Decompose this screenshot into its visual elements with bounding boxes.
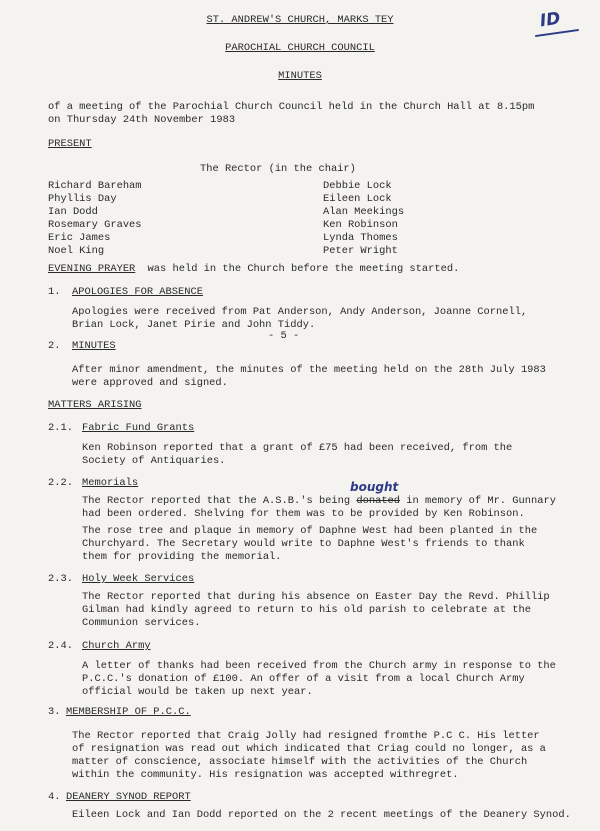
attendee: Phyllis Day [48, 193, 117, 205]
fabric-line-1: Ken Robinson reported that a grant of £75 had been received, from the [82, 442, 513, 454]
memorials-line-1-b: in memory of Mr. Gunnary [406, 495, 556, 507]
chair-line: The Rector (in the chair) [200, 163, 356, 175]
church-army-line-1: A letter of thanks had been received from the Church army in response to the [82, 660, 556, 672]
attendee: Peter Wright [323, 245, 398, 257]
minutes-heading: MINUTES [72, 340, 116, 352]
page-mark: - 5 - [268, 330, 300, 342]
deanery-heading: DEANERY SYNOD REPORT [66, 791, 191, 803]
memorials-line-3: The rose tree and plaque in memory of Daphne West had been planted in the [82, 525, 538, 537]
memorials-heading: Memorials [82, 477, 139, 489]
intro-line-1: of a meeting of the Parochial Church Council held in the Church Hall at 8.15pm [48, 101, 535, 113]
section-number: 2.4. [48, 640, 73, 652]
section-number: 2.2. [48, 477, 73, 489]
intro-line-2: on Thursday 24th November 1983 [48, 114, 236, 126]
struck-word: donated [356, 495, 401, 507]
holy-week-line-1: The Rector reported that during his absence on Easter Day the Revd. Phillip [82, 591, 550, 603]
apologies-line-1: Apologies were received from Pat Anderson, Andy Anderson, Joanne Cornell, [72, 306, 528, 318]
church-army-line-3: official would be taken up next year. [82, 686, 313, 698]
present-heading: PRESENT [48, 138, 92, 150]
minutes-line-1: After minor amendment, the minutes of the meeting held on the 28th July 1983 [72, 364, 546, 376]
attendee: Debbie Lock [323, 180, 392, 192]
attendee: Richard Bareham [48, 180, 142, 192]
attendee: Eric James [48, 232, 111, 244]
church-army-line-2: P.C.C.'s donation of £100. An offer of a visit from a local Church Army [82, 673, 525, 685]
church-army-heading: Church Army [82, 640, 151, 652]
minutes-title: MINUTES [278, 70, 322, 82]
apologies-heading: APOLOGIES FOR ABSENCE [72, 286, 203, 298]
section-number: 2.1. [48, 422, 73, 434]
apologies-line-2: Brian Lock, Janet Pirie and John Tiddy. [72, 319, 316, 331]
council-title: PAROCHIAL CHURCH COUNCIL [225, 42, 375, 54]
attendee: Ken Robinson [323, 219, 398, 231]
section-number: 3. [48, 706, 61, 718]
memorials-line-5: them for providing the memorial. [82, 551, 282, 563]
section-number: 2.3. [48, 573, 73, 585]
attendee: Ian Dodd [48, 206, 98, 218]
attendee: Lynda Thomes [323, 232, 398, 244]
evening-prayer-heading: EVENING PRAYER [48, 263, 136, 275]
minutes-line-2: were approved and signed. [72, 377, 228, 389]
section-number: 4. [48, 791, 61, 803]
handwritten-insert: bought [350, 480, 399, 494]
membership-heading: MEMBERSHIP OF P.C.C. [66, 706, 191, 718]
attendee: Noel King [48, 245, 105, 257]
matters-arising-heading: MATTERS ARISING [48, 399, 142, 411]
section-number: 2. [48, 340, 61, 352]
attendee: Alan Meekings [323, 206, 405, 218]
attendee: Eileen Lock [323, 193, 392, 205]
deanery-line-1: Eileen Lock and Ian Dodd reported on the 2 recent meetings of the Deanery Synod. [72, 809, 571, 821]
church-title: ST. ANDREW'S CHURCH, MARKS TEY [206, 14, 394, 26]
membership-line-4: within the community. His resignation was accepted withregret. [72, 769, 459, 781]
memorials-line-1 [82, 495, 556, 508]
membership-line-2: of resignation was read out which indicated that Criag could no longer, as a [72, 743, 546, 755]
attendee: Rosemary Graves [48, 219, 142, 231]
fabric-fund-heading: Fabric Fund Grants [82, 422, 195, 434]
membership-line-1: The Rector reported that Craig Jolly had resigned fromthe P.C C. His letter [72, 730, 540, 742]
memorials-line-4: Churchyard. The Secretary would write to Daphne West's friends to thank [82, 538, 525, 550]
fabric-line-2: Society of Antiquaries. [82, 455, 226, 467]
handwritten-id-text: ID [538, 8, 562, 32]
holy-week-heading: Holy Week Services [82, 573, 195, 585]
section-number: 1. [48, 286, 61, 298]
membership-line-3: matter of conscience, associate himself with the activities of the Church [72, 756, 528, 768]
memorials-line-1-a: The Rector reported that the A.S.B.'s being [82, 495, 351, 507]
evening-prayer-line [48, 263, 459, 276]
holy-week-line-2: Gilman had kindly agreed to return to his old parish to celebrate at the [82, 604, 531, 616]
evening-prayer-text: was held in the Church before the meeting started. [147, 263, 460, 275]
holy-week-line-3: Communion services. [82, 617, 201, 629]
memorials-line-2: had been ordered. Shelving for them was to be provided by Ken Robinson. [82, 508, 525, 520]
